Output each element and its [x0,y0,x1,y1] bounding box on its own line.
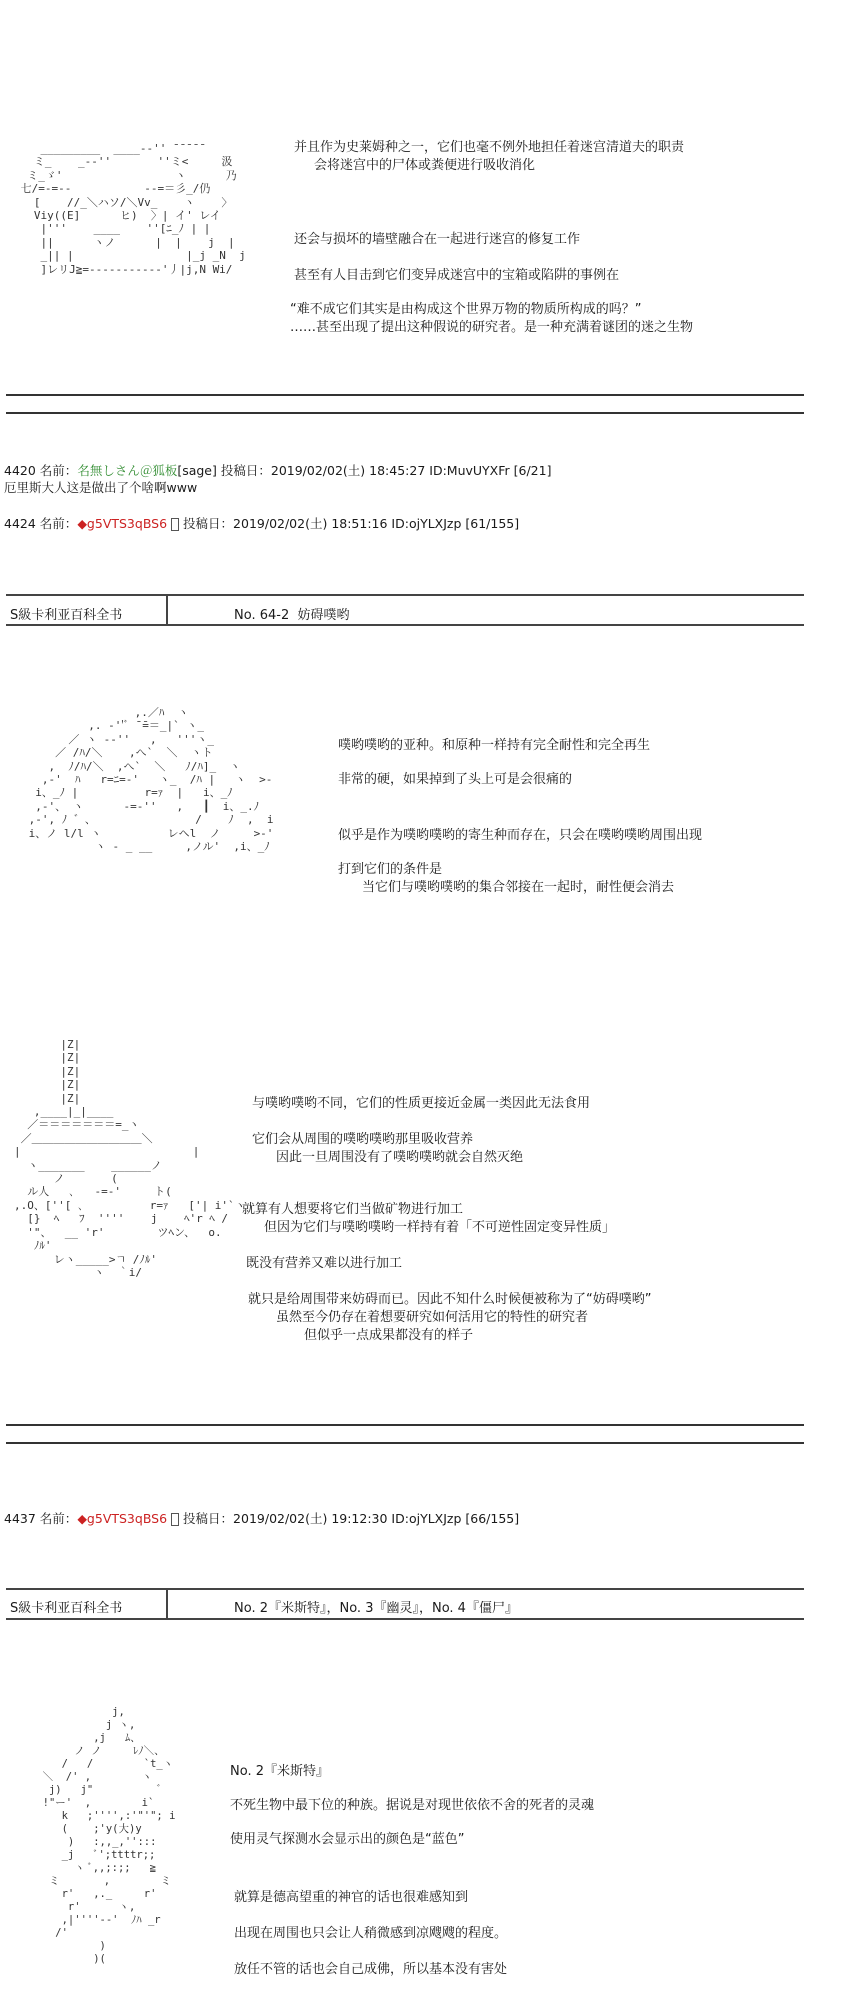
post-header-4424 [4,514,519,532]
section1-line-3: 还会与损坏的墙壁融合在一起进行迷宫的修复工作 [294,232,581,247]
entry1-line-b3: 因此一旦周围没有了噗哟噗哟就会自然灭绝 [276,1150,524,1165]
poster-trip-link[interactable]: ◆g5VTS3qBS6 [77,1511,168,1526]
checkbox-icon [171,1513,179,1526]
entry1-line-b4: 就算有人想要将它们当做矿物进行加工 [242,1202,464,1217]
checkbox-icon [171,518,179,531]
entry1-line-b8: 虽然至今仍存在着想要研究如何活用它的特性的研究者 [276,1310,589,1325]
post-date: 投稿日：2019/02/02(土) 18:45:27 ID:MuvUYXFr [6/21] [220,463,552,478]
section1-line-1: 并且作为史莱姆种之一，它们也毫不例外地担任着迷宫清道夫的职责 [294,140,685,155]
mail-field: [sage] [177,463,217,478]
post-number: 4424 [4,516,36,531]
entry1-line-b6: 既没有营养又难以进行加工 [246,1256,403,1271]
entry2-bottom-rule [6,1618,804,1620]
divider-2b [6,1442,804,1444]
entry2-line-4: 就算是德高望重的神官的话也很难感知到 [234,1890,469,1905]
entry1-separator [166,594,168,624]
post-header-4420 [4,461,551,479]
section1-line-4: 甚至有人目击到它们变异成迷宫中的宝箱或陷阱的事例在 [294,268,620,283]
post-header-4437 [4,1509,519,1527]
entry2-line-5: 出现在周围也只会让人稍微感到凉飕飕的程度。 [234,1926,508,1941]
post-date: 投稿日：2019/02/02(土) 19:12:30 ID:ojYLXJzp [66/155] [183,1511,520,1526]
poster-trip-link[interactable]: ◆g5VTS3qBS6 [77,516,168,531]
entry1-line-b2: 它们会从周围的噗哟噗哟那里吸收营养 [252,1132,474,1147]
entry1-line-b1: 与噗哟噗哟不同，它们的性质更接近金属一类因此无法食用 [252,1096,591,1111]
ascii-art-jammer-puyo: ,.／ﾊ ヽ ,. -''ﾞ ̄ ̄=＝_|` ヽ_ ／ ヽ -‐'' , '''ヽ_ ／ /ﾊ/＼ ,へ` ＼ ヽト , ﾉ/ﾊ/＼ ,へ` ＼ ﾉ/ﾊ]_ ヽ ,‐' ﾊ r=ﾆ=‐' ヽ_ /ﾊ | ヽ >- i、_ﾉ | r=ｧ | i、_ﾉ ,-'、 ヽ ‐=-'' , ┃ i、_.ﾉ ,-', ﾉ ゛、 / ﾉ , i i、ノ l/l ヽ レヘl ノ >-' ヽ ‐ _ __ ,ノル' ,i、_ﾉ [28,706,274,854]
ascii-art-ghost: j, j ヽ, ,j ﾑ、 ノ ノ ﾚﾉ＼、 / / `t_ヽ ＼ /' , ヽ j) j" ゛ !"ー' , i` k ;'''',:'"'"; i ( ;'y(大)y ) :,,_,''::: _j ﾞ';ttttr;; ヽ ﾞ,,;:;; ≧ ミ , ミ r' ,._ r' r' ヽ, ,|''''--' ﾉﾊ _r /' ) )( [42,1706,176,1965]
entry1-line-a1: 噗哟噗哟的亚种。和原种一样持有完全耐性和完全再生 [338,738,651,753]
ascii-art-anvil: |Z| |Z| |Z| |Z| |Z| ,____|_|____ ／＝＝＝＝＝＝＝=_ヽ ／＿＿＿＿＿＿＿＿＿＿＼ | | ヽ_______ ______ノ ノ ( ル人 ､ ‐=‐' ト( ,.O、[''[ ､ r=ｧ ['| i'`ヽ [} ﾍ ﾌ '''' j ﾍ'r ﾍ / '"、 __ 'r' ツﾍン、 o. ﾉﾙ' レヽ_____>ㄱ /ﾉﾙ' ヽ ｀i/ [14,1038,246,1279]
entry1-book-name: S級卡利亚百科全书 [10,608,123,623]
entry1-line-b9: 但似乎一点成果都没有的样子 [304,1328,474,1343]
entry2-line-3: 使用灵气探测水会显示出的颜色是“蓝色” [230,1832,465,1847]
poster-name-link[interactable]: 名無しさん＠狐板 [77,463,178,478]
section1-line-5: “难不成它们其实是由构成这个世界万物的物质所构成的吗？” [290,302,642,317]
divider-1b [6,412,804,414]
entry2-book-name: S級卡利亚百科全书 [10,1601,123,1616]
post-date: 投稿日：2019/02/02(土) 18:51:16 ID:ojYLXJzp [61/155] [183,516,520,531]
entry2-line-6: 放任不管的话也会自己成佛，所以基本没有害处 [234,1962,508,1977]
entry1-line-a4: 打到它们的条件是 [338,862,443,877]
post-number: 4420 [4,463,36,478]
entry2-separator [166,1588,168,1618]
name-label: 名前： [39,1511,78,1526]
divider-1a [6,394,804,396]
post-number: 4437 [4,1511,36,1526]
entry2-line-2: 不死生物中最下位的种族。据说是对现世依依不舍的死者的灵魂 [230,1798,595,1813]
entry1-line-b7: 就只是给周围带来妨碍而已。因此不知什么时候便被称为了“妨碍噗哟” [248,1292,652,1307]
post-body-4420: 厄里斯大人这是做出了个啥啊www [4,480,198,495]
entry2-line-1: No. 2『米斯特』 [230,1764,329,1779]
entry1-title: No. 64-2 妨碍噗哟 [234,608,350,623]
entry1-line-a2: 非常的硬，如果掉到了头上可是会很痛的 [338,772,573,787]
section1-line-6: ……甚至出现了提出这种假说的研究者。是一种充满着谜团的迷之生物 [290,320,694,335]
name-label: 名前： [39,463,78,478]
entry1-top-rule [6,594,804,596]
divider-2a [6,1424,804,1426]
entry1-line-a3: 似乎是作为噗哟噗哟的寄生种而存在，只会在噗哟噗哟周围出现 [338,828,703,843]
section1-line-2: 会将迷宫中的尸体或粪便进行吸收消化 [314,158,536,173]
entry1-bottom-rule [6,624,804,626]
ascii-art-slime: _________ ____--'' ̄ ̄ ̄ ̄ ̄ ミ_ _--'' ''ミ< 汲 ミ_ゞ' ヽ 乃 七/=-=-- --=＝彡_/仍 [ //_＼ハソ/＼Vv_ ヽ 〉 Viy((E] ヒ) 〉| イ' レイ |''' ____ ''[ﾆ_ﾉ | | || ヽノ | | j | _|| | |_j _N j ]レリJ≧=-----------'丿|j,N Wi/ [20,142,246,276]
entry1-line-b5: 但因为它们与噗哟噗哟一样持有着「不可逆性固定变异性质」 [264,1220,616,1235]
entry2-top-rule [6,1588,804,1590]
entry2-title: No. 2『米斯特』，No. 3『幽灵』，No. 4『僵尸』 [234,1601,518,1616]
entry1-line-a5: 当它们与噗哟噗哟的集合邻接在一起时，耐性便会消去 [362,880,675,895]
name-label: 名前： [39,516,78,531]
